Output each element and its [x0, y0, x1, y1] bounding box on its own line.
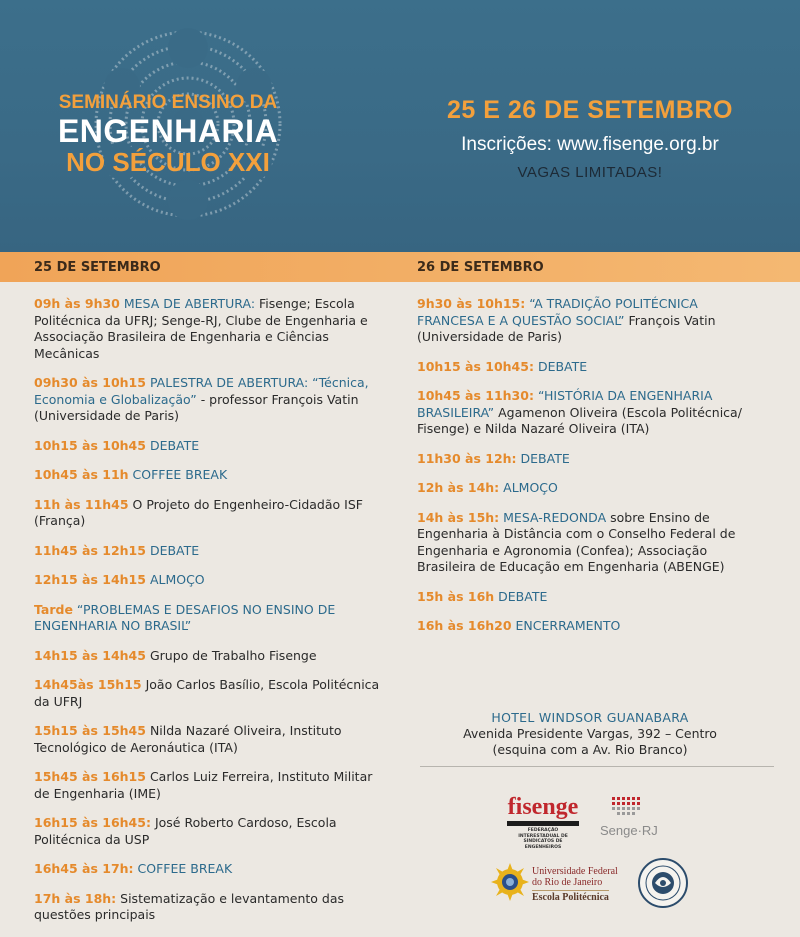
venue-corner: (esquina com a Av. Rio Branco) [492, 742, 688, 757]
day2-schedule-item-highlight: DEBATE [494, 588, 548, 604]
fisenge-subtitle-line1: FEDERAÇÃO INTERESTADUAL DE [518, 828, 568, 839]
day2-schedule-item-highlight: DEBATE [533, 358, 588, 374]
day1-schedule-item [34, 296, 389, 362]
day2-schedule-item-time: 14h às 15h: [417, 509, 500, 525]
day1-schedule-item [34, 769, 389, 802]
day2-schedule-item-highlight: ALMOÇO [499, 480, 558, 495]
event-title-line1: SEMINÁRIO ENSINO DA [58, 92, 278, 113]
day2-schedule-item [417, 510, 767, 576]
day1-schedule-item [34, 648, 389, 665]
day1-schedule-item [34, 602, 389, 635]
day2-schedule-item-description: Agamenon Oliveira (Escola Politécnica/ Fisenge) e Nilda Nazaré Oliveira (ITA) [417, 404, 742, 436]
day2-schedule-item-time: 12h às 14h: [417, 480, 500, 495]
day1-schedule-item-time: 11h45 às 12h15 [34, 542, 146, 558]
day1-schedule-item-highlight: DEBATE [145, 437, 200, 453]
day1-schedule-item-time: 12h15 às 14h15 [34, 572, 146, 587]
event-title [48, 92, 288, 176]
ufrj-line3: Escola Politécnica [532, 892, 609, 903]
day1-schedule-item-time: 17h às 18h: [34, 890, 117, 906]
day1-schedule-item [34, 572, 389, 589]
ufrj-seal-icon [490, 862, 530, 902]
fisenge-bar [507, 821, 579, 826]
day1-schedule-item-highlight: COFFEE BREAK [133, 861, 233, 876]
day2-schedule-item [417, 388, 767, 438]
day1-schedule-item-time: 09h30 às 10h15 [34, 375, 146, 390]
event-dates: 25 E 26 DE SETEMBRO [447, 96, 733, 124]
day1-schedule-item-description: Fisenge; Escola Politécnica da UFRJ; Senge-RJ, Clube de Engenharia e Associação Brasileira de Engenharia e Ciências Mecânicas [34, 296, 368, 361]
senge-wordmark: Senge·RJ [600, 823, 658, 838]
venue-name: HOTEL WINDSOR GUANABARA [491, 710, 689, 725]
day1-schedule-item-time: 16h15 às 16h45: [34, 815, 151, 830]
day1-schedule-item-description: Sistematização e levantamento das questões principais [34, 890, 345, 922]
registration-link[interactable]: Inscrições: www.fisenge.org.br [461, 134, 719, 155]
day1-schedule-item [34, 375, 389, 425]
day2-schedule-item-highlight: “A TRADIÇÃO POLITÉCNICA FRANCESA E A QUESTÃO SOCIAL” [417, 296, 698, 328]
day1-schedule-item-time: 14h15 às 14h45 [34, 647, 146, 663]
event-title-line2: ENGENHARIA [57, 113, 279, 149]
day1-schedule-item [34, 861, 389, 878]
day2-schedule-item-time: 9h30 às 10h15: [417, 296, 526, 311]
day2-schedule-item-time: 10h45 às 11h30: [417, 388, 534, 403]
day2-schedule-item-highlight: ENCERRAMENTO [511, 618, 621, 633]
day1-schedule [34, 296, 389, 937]
day1-schedule-item-description: - professor François Vatin (Universidade de Paris) [34, 391, 359, 423]
day2-schedule-item [417, 359, 767, 376]
day2-schedule [417, 296, 767, 648]
day1-schedule-item-time: 10h45 às 11h [34, 467, 129, 482]
day1-schedule-item-highlight: “PROBLEMAS E DESAFIOS NO ENSINO DE ENGENHARIA NO BRASIL” [34, 601, 336, 633]
day1-schedule-item-time: 09h às 9h30 [34, 296, 120, 311]
day1-schedule-item-highlight: PALESTRA DE ABERTURA: “Técnica, Economia e Globalização” [34, 375, 369, 407]
day1-schedule-item-description: Grupo de Trabalho Fisenge [145, 647, 317, 663]
venue-info [440, 710, 740, 758]
day1-schedule-item [34, 497, 389, 530]
day1-schedule-item-time: 15h45 às 16h15 [34, 769, 146, 784]
venue-address: Avenida Presidente Vargas, 392 – Centro [463, 726, 717, 741]
day2-schedule-item [417, 451, 767, 468]
day1-schedule-item-description: O Projeto do Engenheiro-Cidadão ISF (França) [34, 496, 363, 528]
day1-schedule-item [34, 438, 389, 455]
day1-schedule-item-description: José Roberto Cardoso, Escola Politécnica da USP [34, 815, 337, 847]
ufrj-line2: do Rio de Janeiro [532, 877, 603, 888]
event-title-line3: NO SÉCULO XXI [66, 147, 270, 177]
abenge-seal-icon [637, 857, 689, 909]
day1-schedule-item [34, 815, 389, 848]
day2-schedule-item-description: sobre Ensino de Engenharia à Distância com o Conselho Federal de Engenharia e Agronomia (Confea); Associação Brasileira de Educação em Engenharia (ABENGE) [417, 509, 736, 574]
day1-schedule-item [34, 543, 389, 560]
senge-dots-icon [610, 796, 644, 816]
day2-schedule-item [417, 296, 767, 346]
day1-schedule-item-time: 10h15 às 10h45 [34, 437, 146, 453]
day2-heading: 26 DE SETEMBRO [417, 260, 544, 275]
fisenge-subtitle [507, 828, 579, 850]
day1-schedule-item [34, 467, 389, 484]
day1-schedule-item-time: 15h15 às 15h45 [34, 723, 146, 738]
day1-schedule-item-time: 11h às 11h45 [34, 496, 129, 512]
day2-schedule-item [417, 480, 767, 497]
day1-schedule-item [34, 891, 389, 924]
fisenge-logo [507, 795, 579, 850]
day1-schedule-item-description: Carlos Luiz Ferreira, Instituto Militar de Engenharia (IME) [34, 769, 373, 801]
day2-schedule-item-time: 10h15 às 10h45: [417, 358, 534, 374]
day1-schedule-item-highlight: MESA DE ABERTURA: [119, 296, 256, 311]
ufrj-logo [490, 862, 620, 904]
day1-heading: 25 DE SETEMBRO [34, 260, 161, 275]
day2-schedule-item-highlight: DEBATE [516, 450, 570, 466]
day2-schedule-item [417, 618, 767, 635]
header-banner [0, 0, 800, 252]
fisenge-wordmark: fisenge [507, 794, 579, 820]
day2-schedule-item-time: 16h às 16h20 [417, 618, 512, 633]
day2-schedule-item-time: 15h às 16h [417, 588, 495, 604]
day1-schedule-item [34, 677, 389, 710]
ufrj-text [532, 866, 618, 903]
ufrj-line1: Universidade Federal [532, 866, 618, 877]
day1-schedule-item-highlight: COFFEE BREAK [128, 467, 228, 482]
day2-schedule-item-highlight: MESA-REDONDA [499, 509, 607, 525]
fisenge-subtitle-line2: SINDICATOS DE ENGENHEIROS [523, 839, 563, 850]
day1-schedule-item-time: Tarde [34, 601, 73, 617]
day1-schedule-item [34, 723, 389, 756]
day-headings-band [0, 252, 800, 282]
limited-spots-note: VAGAS LIMITADAS! [517, 164, 663, 181]
divider [420, 766, 774, 767]
day2-schedule-item [417, 589, 767, 606]
day1-schedule-item-time: 14h45às 15h15 [34, 677, 142, 692]
day2-schedule-item-time: 11h30 às 12h: [417, 450, 517, 466]
senge-rj-logo [600, 796, 658, 838]
day2-schedule-item-description: François Vatin (Universidade de Paris) [417, 312, 716, 344]
day1-schedule-item-description: Nilda Nazaré Oliveira, Instituto Tecnológico de Aeronáutica (ITA) [34, 723, 342, 755]
day1-schedule-item-highlight: ALMOÇO [145, 572, 205, 587]
day2-schedule-item-highlight: “HISTÓRIA DA ENGENHARIA BRASILEIRA” [417, 388, 713, 420]
day1-schedule-item-description: João Carlos Basílio, Escola Politécnica da UFRJ [34, 677, 380, 709]
day1-schedule-item-time: 16h45 às 17h: [34, 861, 134, 876]
day1-schedule-item-highlight: DEBATE [145, 542, 200, 558]
